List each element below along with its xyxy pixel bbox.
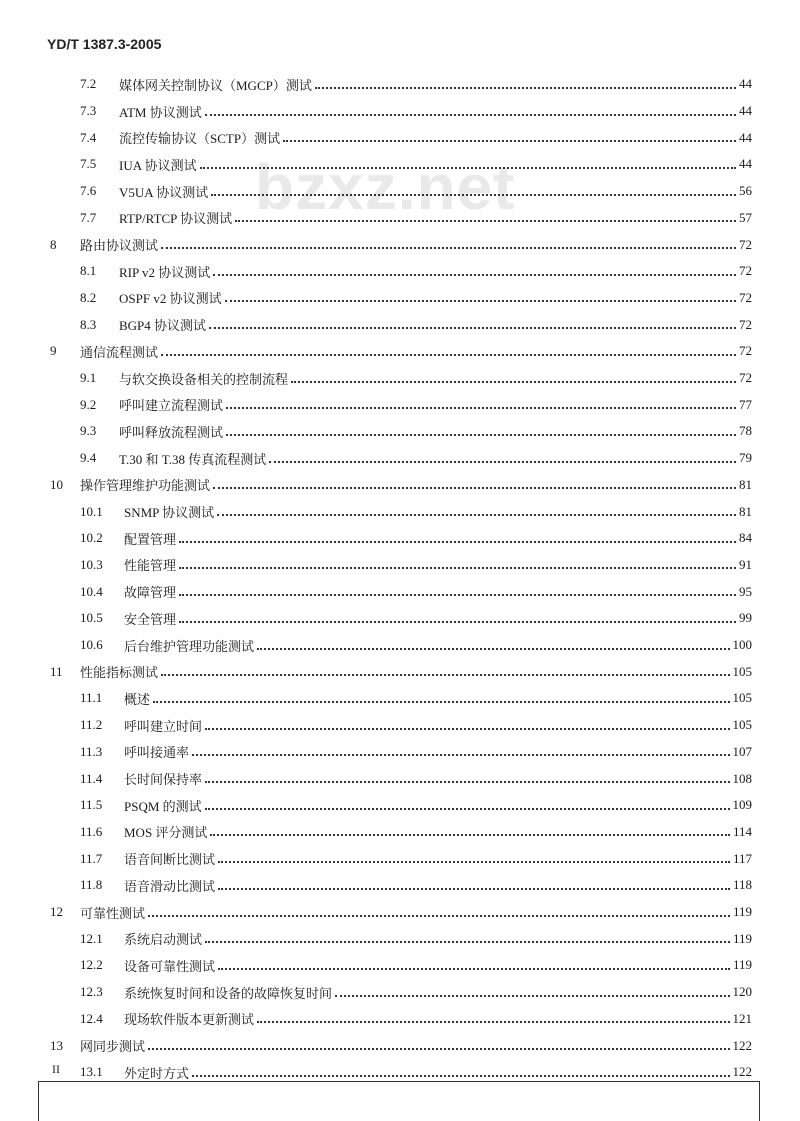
toc-leader-dots (205, 727, 729, 730)
toc-entry-number: 11.4 (80, 770, 103, 786)
toc-entry-page: 72 (739, 263, 752, 279)
toc-entry-title: 可靠性测试 (80, 905, 146, 921)
toc-entry-number: 11.7 (80, 850, 103, 866)
toc-entry (80, 1006, 752, 1033)
toc-leader-dots (205, 807, 730, 810)
toc-entry-title: 系统启动测试 (124, 932, 203, 948)
toc-entry-number: 13 (50, 1037, 63, 1053)
toc-entry-title: MOS 评分测试 (124, 825, 208, 841)
toc-entry-page: 44 (739, 129, 752, 145)
toc-entry-page: 120 (732, 984, 752, 1000)
toc-entry-page: 44 (739, 156, 752, 172)
toc-entry-number: 7.7 (80, 209, 97, 225)
toc-entry (50, 338, 752, 365)
toc-leader-dots (209, 326, 736, 329)
toc-entry-title: V5UA 协议测试 (119, 184, 209, 200)
toc-leader-dots (148, 1047, 729, 1050)
toc-leader-dots (335, 994, 729, 997)
toc-entry-number: 9.2 (80, 396, 97, 412)
toc-leader-dots (283, 139, 736, 142)
toc-entry-page: 119 (732, 930, 752, 946)
toc-entry-title: 网同步测试 (80, 1039, 146, 1055)
toc-entry-page: 72 (739, 289, 752, 305)
toc-entry-title: 系统恢复时间和设备的故障恢复时间 (124, 985, 333, 1001)
toc-leader-dots (179, 593, 736, 596)
toc-entry-title: 性能管理 (124, 558, 177, 574)
toc-entry-page: 72 (739, 343, 752, 359)
toc-leader-dots (269, 460, 736, 463)
toc-leader-dots (205, 940, 730, 943)
toc-entry-title: 呼叫建立流程测试 (119, 398, 224, 414)
page-number-roman: II (52, 1062, 60, 1076)
toc-leader-dots (257, 1020, 729, 1023)
toc-entry-page: 109 (732, 797, 752, 813)
toc-entry (80, 712, 752, 739)
toc-entry (80, 952, 752, 979)
toc-entry-page: 44 (739, 76, 752, 92)
toc-entry (80, 445, 752, 472)
toc-entry (80, 71, 752, 98)
toc-entry-title: BGP4 协议测试 (119, 318, 207, 334)
toc-leader-dots (218, 860, 730, 863)
toc-entry (80, 498, 752, 525)
toc-entry-page: 122 (732, 1037, 752, 1053)
toc-entry-number: 7.5 (80, 156, 97, 172)
toc-entry-page: 78 (739, 423, 752, 439)
toc-entry (50, 899, 752, 926)
toc-entry-number: 10.4 (80, 583, 103, 599)
toc-entry (80, 872, 752, 899)
toc-entry-page: 81 (739, 476, 752, 492)
toc-entry-page: 56 (739, 183, 752, 199)
toc-entry (80, 979, 752, 1006)
toc-entry-number: 10.1 (80, 503, 103, 519)
toc-entry-number: 12.1 (80, 930, 103, 946)
toc-entry-page: 72 (739, 370, 752, 386)
toc-entry-number: 10.3 (80, 556, 103, 572)
toc-entry-page: 105 (732, 717, 752, 733)
toc-entry-title: 长时间保持率 (124, 772, 203, 788)
toc-entry-title: IUA 协议测试 (119, 157, 197, 173)
toc-entry-title: 安全管理 (124, 611, 177, 627)
toc-entry (80, 418, 752, 445)
toc-entry-number: 12 (50, 904, 63, 920)
toc-leader-dots (161, 353, 736, 356)
toc-entry-title: 现场软件版本更新测试 (124, 1012, 255, 1028)
toc-entry-number: 7.6 (80, 183, 97, 199)
toc-entry-number: 10.2 (80, 530, 103, 546)
toc-entry-title: 语音滑动比测试 (124, 878, 216, 894)
toc-entry-number: 10.6 (80, 637, 103, 653)
toc-leader-dots (205, 113, 736, 116)
toc-entry (80, 311, 752, 338)
toc-entry-title: 与软交换设备相关的控制流程 (119, 371, 289, 387)
toc-entry-title: 配置管理 (124, 531, 177, 547)
toc-entry (80, 124, 752, 151)
toc-leader-dots (315, 86, 736, 89)
toc-entry (80, 845, 752, 872)
toc-entry-title: 路由协议测试 (80, 238, 159, 254)
toc-entry-title: RTP/RTCP 协议测试 (119, 211, 233, 227)
toc-leader-dots (235, 219, 736, 222)
toc-entry-page: 99 (739, 610, 752, 626)
toc-entry-number: 7.4 (80, 129, 97, 145)
toc-entry-number: 12.2 (80, 957, 103, 973)
toc-leader-dots (179, 566, 736, 569)
toc-entry-page: 107 (732, 743, 752, 759)
toc-entry-page: 114 (732, 823, 752, 839)
toc-leader-dots (192, 753, 729, 756)
toc-entry (80, 98, 752, 125)
toc-entry (50, 1032, 752, 1059)
toc-entry (80, 285, 752, 312)
toc-entry-number: 10.5 (80, 610, 103, 626)
toc-leader-dots (153, 700, 729, 703)
toc-entry (80, 151, 752, 178)
toc-entry-title: 后台维护管理功能测试 (124, 638, 255, 654)
toc-entry-title: 通信流程测试 (80, 344, 159, 360)
toc-entry-page: 81 (739, 503, 752, 519)
toc-leader-dots (217, 513, 736, 516)
toc-entry-number: 8.1 (80, 263, 97, 279)
toc-entry (50, 658, 752, 685)
toc-leader-dots (179, 540, 736, 543)
toc-entry (80, 925, 752, 952)
toc-leader-dots (192, 1074, 729, 1077)
toc-entry-number: 9 (50, 343, 57, 359)
toc-entry-number: 12.4 (80, 1010, 103, 1026)
toc-leader-dots (291, 380, 736, 383)
toc-entry-page: 84 (739, 530, 752, 546)
toc-leader-dots (218, 887, 730, 890)
toc-entry-page: 117 (732, 850, 752, 866)
toc-entry-number: 9.4 (80, 450, 97, 466)
toc-entry-number: 8 (50, 236, 57, 252)
toc-entry-page: 72 (739, 316, 752, 332)
toc-leader-dots (218, 967, 730, 970)
toc-entry (80, 552, 752, 579)
toc-entry-title: PSQM 的测试 (124, 798, 202, 814)
toc-entry-page: 108 (732, 770, 752, 786)
toc-entry-title: RIP v2 协议测试 (119, 264, 211, 280)
toc-entry (80, 205, 752, 232)
toc-entry-title: ATM 协议测试 (119, 104, 202, 120)
toc-entry (80, 819, 752, 846)
toc-entry-number: 11.3 (80, 743, 103, 759)
toc-entry-number: 11.8 (80, 877, 103, 893)
toc-entry (80, 391, 752, 418)
toc-leader-dots (200, 166, 736, 169)
toc-entry (80, 792, 752, 819)
toc-entry-page: 119 (732, 904, 752, 920)
toc-entry (80, 365, 752, 392)
toc-entry-number: 12.3 (80, 984, 103, 1000)
toc-entry-page: 118 (732, 877, 752, 893)
toc-leader-dots (226, 406, 736, 409)
toc-entry (80, 258, 752, 285)
toc-entry-title: 操作管理维护功能测试 (80, 478, 211, 494)
toc-entry-page: 57 (739, 209, 752, 225)
toc-entry-number: 11.1 (80, 690, 103, 706)
toc-leader-dots (257, 647, 729, 650)
toc-entry (80, 632, 752, 659)
toc-entry-number: 9.1 (80, 370, 97, 386)
toc-entry-page: 77 (739, 396, 752, 412)
toc-entry-title: 语音间断比测试 (124, 852, 216, 868)
toc-entry-title: 呼叫建立时间 (124, 718, 203, 734)
toc-entry-page: 72 (739, 236, 752, 252)
toc-entry-number: 10 (50, 476, 63, 492)
toc-entry-title: 呼叫释放流程测试 (119, 424, 224, 440)
toc-entry-title: 媒体网关控制协议（MGCP）测试 (119, 77, 312, 93)
toc-entry-number: 7.2 (80, 76, 97, 92)
toc-entry (50, 231, 752, 258)
toc-leader-dots (213, 486, 736, 489)
toc-entry-number: 8.3 (80, 316, 97, 332)
toc-entry-title: 流控传输协议（SCTP）测试 (119, 131, 281, 147)
toc-entry-title: OSPF v2 协议测试 (119, 291, 222, 307)
toc-entry-page: 105 (732, 663, 752, 679)
toc-entry-number: 7.3 (80, 103, 97, 119)
toc-entry-number: 11 (50, 663, 63, 679)
toc-leader-dots (161, 246, 736, 249)
document-id-header: YD/T 1387.3-2005 (47, 36, 162, 52)
toc-leader-dots (161, 673, 729, 676)
toc-entry (80, 605, 752, 632)
footer-box (38, 1081, 760, 1121)
toc-leader-dots (179, 620, 736, 623)
toc-entry (50, 472, 752, 499)
toc-entry-title: T.30 和 T.38 传真流程测试 (119, 451, 267, 467)
toc-entry-page: 91 (739, 556, 752, 572)
toc-leader-dots (225, 299, 736, 302)
toc-entry (80, 765, 752, 792)
toc-entry-number: 9.3 (80, 423, 97, 439)
toc-entry-number: 11.5 (80, 797, 103, 813)
toc-entry-number: 11.2 (80, 717, 103, 733)
toc-entry-title: 性能指标测试 (80, 665, 159, 681)
toc-entry-page: 44 (739, 103, 752, 119)
toc-leader-dots (226, 433, 736, 436)
toc-entry-title: 概述 (124, 691, 151, 707)
toc-leader-dots (213, 273, 736, 276)
toc-leader-dots (205, 780, 729, 783)
toc-leader-dots (211, 193, 736, 196)
toc-entry-page: 95 (739, 583, 752, 599)
toc-entry-title: 呼叫接通率 (124, 745, 190, 761)
toc-entry (80, 578, 752, 605)
toc-entry-page: 79 (739, 450, 752, 466)
toc-entry-title: SNMP 协议测试 (124, 505, 215, 521)
toc-entry-number: 11.6 (80, 823, 103, 839)
toc-entry-page: 121 (732, 1010, 752, 1026)
toc-entry-page: 105 (732, 690, 752, 706)
toc-leader-dots (148, 914, 730, 917)
toc-entry (80, 525, 752, 552)
toc-entry-number: 8.2 (80, 289, 97, 305)
toc-entry-title: 故障管理 (124, 585, 177, 601)
toc-entry-page: 100 (732, 637, 752, 653)
toc-entry-page: 119 (732, 957, 752, 973)
watermark: bzxz.net (255, 151, 516, 223)
toc-leader-dots (210, 833, 730, 836)
toc-entry-title: 设备可靠性测试 (124, 958, 216, 974)
toc-entry-page: 122 (732, 1064, 752, 1080)
toc-entry (80, 178, 752, 205)
toc-entry (80, 685, 752, 712)
toc-entry-number: 13.1 (80, 1064, 103, 1080)
toc-entry (80, 739, 752, 766)
toc-entry-title: 外定时方式 (124, 1065, 190, 1081)
